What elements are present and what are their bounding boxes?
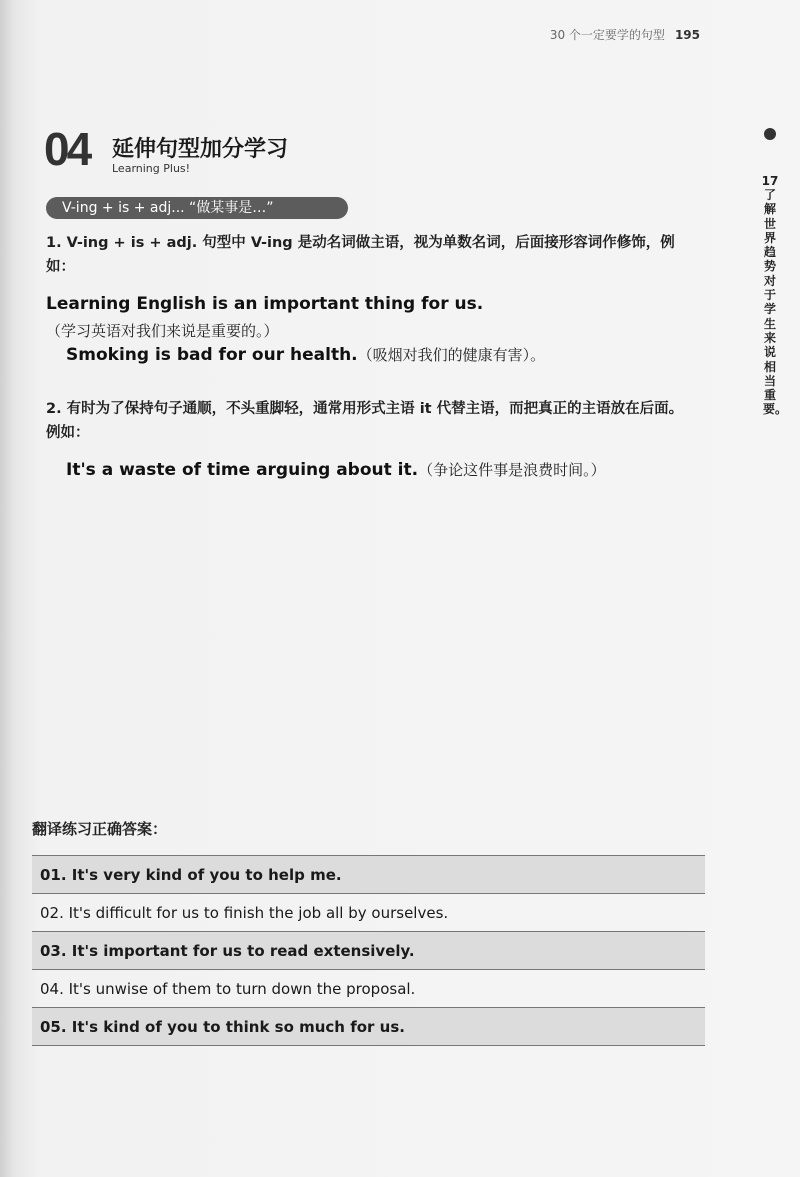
pattern-pill: V-ing + is + adj... “做某事是…” <box>46 197 348 219</box>
page-number: 195 <box>674 28 700 42</box>
side-tab-text: 了解世界趋势对于学生来说相当重要。 <box>763 188 788 417</box>
example-1-cn: （学习英语对我们来说是重要的。） <box>46 322 279 340</box>
side-tab <box>758 128 788 417</box>
running-head <box>550 26 700 43</box>
chapter-title: 30 个一定要学的句型 <box>549 28 665 42</box>
example-3-cn: （争论这件事是浪费时间。） <box>418 461 606 479</box>
answers-table <box>32 855 705 1046</box>
example-1-en: Learning English is an important thing for us. <box>46 294 484 314</box>
point-1-text: 1. V-ing + is + adj. 句型中 V-ing 是动名词做主语，视为单数名词，后面接形容词作修饰，例如： <box>46 235 675 275</box>
point-2-text: 2. 有时为了保持句子通顺，不头重脚轻，通常用形式主语 it 代替主语，而把真正的主语放在后面。例如： <box>46 401 684 441</box>
section-title: 延伸句型加分学习 <box>112 137 289 162</box>
answers-title: 翻译练习正确答案： <box>32 820 168 838</box>
example-3-line <box>66 459 606 480</box>
answer-row: 03. It's important for us to read extensively. <box>32 932 705 970</box>
example-2-line <box>66 344 545 365</box>
example-2-en: Smoking is bad for our health. <box>66 345 358 365</box>
answer-row: 04. It's unwise of them to turn down the proposal. <box>32 970 705 1008</box>
answer-row: 01. It's very kind of you to help me. <box>32 856 705 894</box>
section-subtitle: Learning Plus! <box>112 162 191 175</box>
bullet-dot-icon <box>764 128 776 140</box>
answer-row: 05. It's kind of you to think so much for us. <box>32 1008 705 1046</box>
example-2-cn: （吸烟对我们的健康有害）。 <box>357 346 546 364</box>
side-tab-number: 17 <box>761 174 779 188</box>
section-number: 04 <box>44 123 90 175</box>
example-3-en: It's a waste of time arguing about it. <box>66 460 419 480</box>
answer-row: 02. It's difficult for us to finish the job all by ourselves. <box>32 894 705 932</box>
